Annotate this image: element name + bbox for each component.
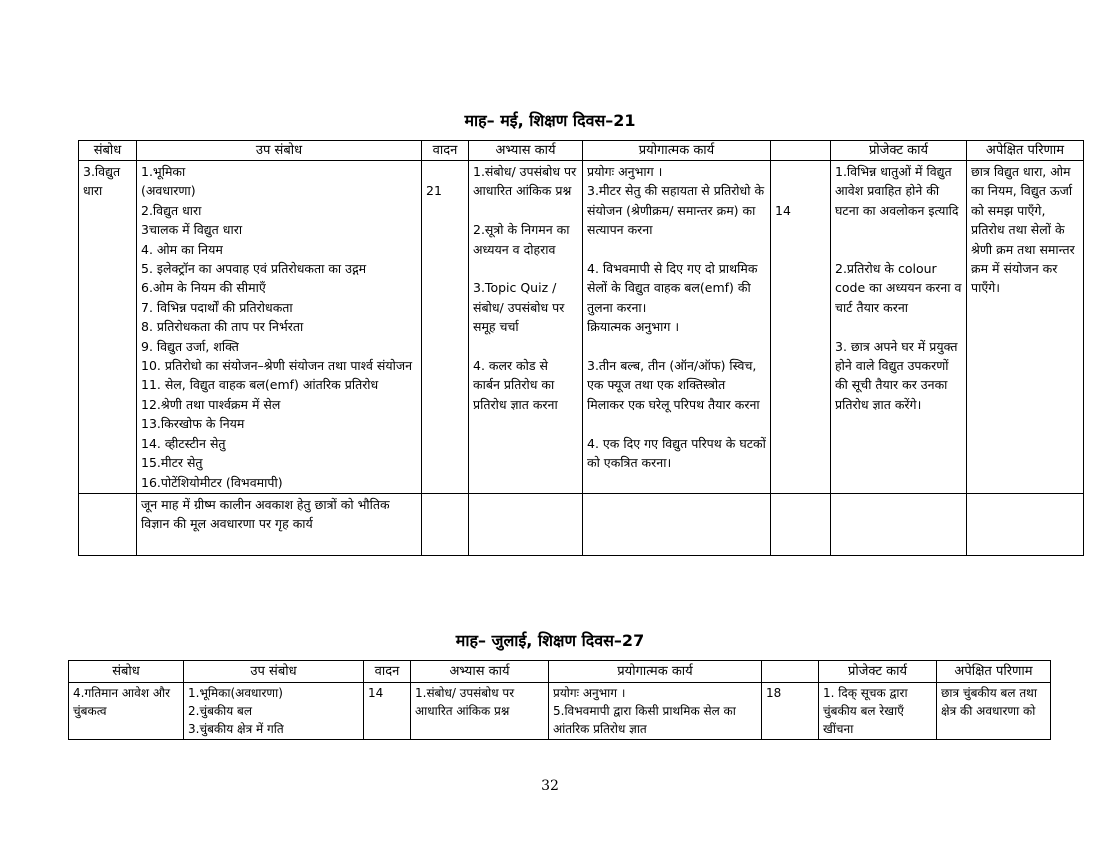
header-project: प्रोजेक्ट कार्य	[831, 141, 967, 161]
header-subconcept: उप संबोध	[184, 661, 364, 683]
empty-cell	[79, 493, 137, 555]
practical-periods-cell: 14	[771, 161, 831, 494]
project-cell: 1.विभिन्न धातुओं में विद्युत आवेश प्रवाहित होने की घटना का अवलोकन इत्यादि 2.प्रतिरोध के colour code का अध्ययन करना व चार्ट तैयार करना 3. छात्र अपने घर में प्रयुक्त होने वाले विद्युत उपकरणों की सूची तैयार कर उनका प्रतिरोध ज्ञात करेंगे।	[831, 161, 967, 494]
periods-cell: 14	[364, 683, 411, 740]
page-number: 32	[541, 778, 559, 794]
empty-cell	[967, 493, 1084, 555]
header-practical-periods	[771, 141, 831, 161]
table-row	[69, 683, 1051, 740]
empty-cell	[422, 493, 469, 555]
outcome-cell: छात्र चुंबकीय बल तथा क्षेत्र की अवधारणा को	[937, 683, 1051, 740]
section-heading-may: माह– मई, शिक्षण दिवस–21	[464, 111, 636, 130]
header-subconcept: उप संबोध	[137, 141, 422, 161]
practical-cell: प्रयोगः अनुभाग । 5.विभवमापी द्वारा किसी प्राथमिक सेल का आंतरिक प्रतिरोध ज्ञात	[549, 683, 762, 740]
summer-note-cell: जून माह में ग्रीष्म कालीन अवकाश हेतु छात्रों को भौतिक विज्ञान की मूल अवधारणा पर गृह कार्य	[137, 493, 422, 555]
header-practical: प्रयोगात्मक कार्य	[549, 661, 762, 683]
empty-cell	[469, 493, 583, 555]
empty-cell	[583, 493, 771, 555]
header-periods: वादन	[422, 141, 469, 161]
header-practical-periods	[762, 661, 819, 683]
table-row	[79, 493, 1084, 555]
subconcepts-cell: 1.भूमिका (अवधारणा) 2.विद्युत धारा 3चालक में विद्युत धारा 4. ओम का नियम 5. इलेक्ट्रॉन का अपवाह एवं प्रतिरोधकता का उद्गम 6.ओम के नियम की सीमाएँ 7. विभिन्न पदार्थों की प्रतिरोधकता 8. प्रतिरोधकता की ताप पर निर्भरता 9. विद्युत उर्जा, शक्ति 10. प्रतिरोधो का संयोजन–श्रेणी संयोजन तथा पार्श्व संयोजन 11. सेल, विद्युत वाहक बल(emf) आंतरिक प्रतिरोध 12.श्रेणी तथा पार्श्वक्रम में सेल 13.किरखोफ के नियम 14. व्हीटस्टीन सेतु 15.मीटर सेतु 16.पोटेंशियोमीटर (विभवमापी)	[137, 161, 422, 494]
section-heading-july: माह– जुलाई, शिक्षण दिवस–27	[455, 631, 645, 650]
header-concept: संबोध	[79, 141, 137, 161]
practice-cell: 1.संबोध/ उपसंबोध पर आधारित आंकिक प्रश्न	[411, 683, 549, 740]
lesson-plan-table-july	[68, 660, 1051, 740]
header-practical: प्रयोगात्मक कार्य	[583, 141, 771, 161]
subconcepts-cell: 1.भूमिका(अवधारणा) 2.चुंबकीय बल 3.चुंबकीय क्षेत्र में गति	[184, 683, 364, 740]
table-header-row	[79, 141, 1084, 161]
header-outcome: अपेक्षित परिणाम	[967, 141, 1084, 161]
header-periods: वादन	[364, 661, 411, 683]
outcome-cell: छात्र विद्युत धारा, ओम का नियम, विद्युत ऊर्जा को समझ पाएँगे, प्रतिरोध तथा सेलों के श्रेणी क्रम तथा समान्तर क्रम में संयोजन कर पाएँगे।	[967, 161, 1084, 494]
header-practice: अभ्यास कार्य	[469, 141, 583, 161]
empty-cell	[771, 493, 831, 555]
header-concept: संबोध	[69, 661, 184, 683]
practical-periods-cell: 18	[762, 683, 819, 740]
table-header-row	[69, 661, 1051, 683]
header-outcome: अपेक्षित परिणाम	[937, 661, 1051, 683]
project-cell: 1. दिक् सूचक द्वारा चुंबकीय बल रेखाएँ खींचना	[819, 683, 937, 740]
periods-cell: 21	[422, 161, 469, 494]
concept-cell: 3.विद्युत धारा	[79, 161, 137, 494]
concept-cell: 4.गतिमान आवेश और चुंबकत्व	[69, 683, 184, 740]
header-project: प्रोजेक्ट कार्य	[819, 661, 937, 683]
practical-cell: प्रयोगः अनुभाग । 3.मीटर सेतु की सहायता से प्रतिरोधो के संयोजन (श्रेणीक्रम/ समान्तर क्रम) का सत्यापन करना 4. विभवमापी से दिए गए दो प्राथमिक सेलों के विद्युत वाहक बल(emf) की तुलना करना। क्रियात्मक अनुभाग । 3.तीन बल्ब, तीन (ऑन/ऑफ) स्विच, एक फ्यूज तथा एक शक्तिस्त्रोत मिलाकर एक घरेलू परिपथ तैयार करना 4. एक दिए गए विद्युत परिपथ के घटकों को एकत्रित करना।	[583, 161, 771, 494]
header-practice: अभ्यास कार्य	[411, 661, 549, 683]
practice-cell: 1.संबोध/ उपसंबोध पर आधारित आंकिक प्रश्न 2.सूत्रो के निगमन का अध्ययन व दोहराव 3.Topic Quiz / संबोध/ उपसंबोध पर समूह चर्चा 4. कलर कोड से कार्बन प्रतिरोध का प्रतिरोध ज्ञात करना	[469, 161, 583, 494]
table-row	[79, 161, 1084, 494]
empty-cell	[831, 493, 967, 555]
lesson-plan-table-may	[78, 140, 1084, 556]
